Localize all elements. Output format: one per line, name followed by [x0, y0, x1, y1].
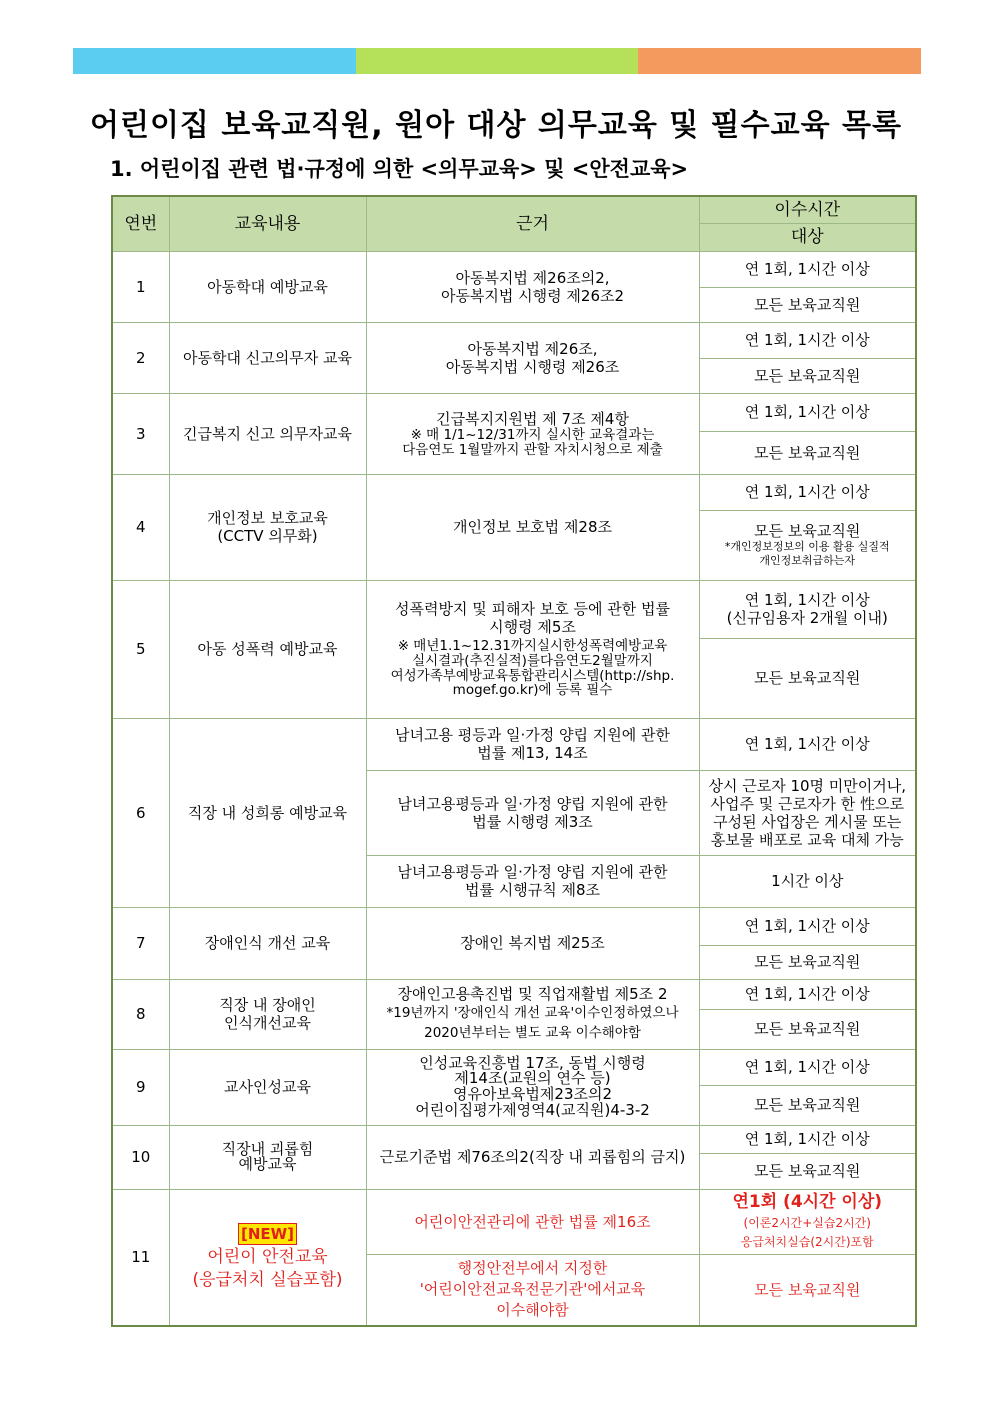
education-topic: 직장내 괴롭힘 예방교육: [169, 1125, 366, 1189]
table-row: [112, 1125, 916, 1153]
header-hours: 이수시간: [699, 196, 916, 223]
legal-basis: 긴급복지지원법 제 7조 제4항 ※ 매 1/1~12/31까지 실시한 교육결과는 다음연도 1월말까지 관할 자치시청으로 제출: [366, 393, 699, 474]
decorative-color-bar: [73, 48, 921, 74]
row-number: 10: [112, 1125, 169, 1189]
page-title: 어린이집 보육교직원, 원아 대상 의무교육 및 필수교육 목록: [89, 108, 903, 143]
row-number: 7: [112, 907, 169, 979]
table-row: [112, 580, 916, 638]
basis-note: *19년까지 '장애인식 개선 교육'이수인정하였으나 2020년부터는 별도 교육 이수해야함: [386, 1004, 679, 1041]
new-badge: [NEW]: [238, 1223, 297, 1245]
table-row: [112, 979, 916, 1009]
legal-basis: 행정안전부에서 지정한 '어린이안전교육전문기관'에서교육 이수해야함: [366, 1254, 699, 1326]
table-row: [112, 1189, 916, 1254]
legal-basis: 아동복지법 제26조의2, 아동복지법 시행령 제26조2: [366, 251, 699, 322]
required-hours: 연 1회, 1시간 이상 (신규임용자 2개월 이내): [699, 580, 916, 638]
table-row: [112, 474, 916, 510]
table-row: [112, 718, 916, 770]
education-topic: 교사인성교육: [169, 1049, 366, 1125]
required-hours: 연1회 (4시간 이상) (이론2시간+실습2시간) 응급처치실습(2시간)포함: [699, 1189, 916, 1254]
color-bar-blue: [73, 48, 356, 74]
required-hours: 연 1회, 1시간 이상: [699, 474, 916, 510]
target-audience: 모든 보육교직원: [699, 1153, 916, 1189]
table-row: [112, 322, 916, 358]
education-topic: 아동학대 예방교육: [169, 251, 366, 322]
section-heading: 1. 어린이집 관련 법·규정에 의한 <의무교육> 및 <안전교육>: [110, 157, 689, 181]
required-hours: 연 1회, 1시간 이상: [699, 251, 916, 287]
color-bar-green: [356, 48, 639, 74]
education-topic: 아동학대 신고의무자 교육: [169, 322, 366, 393]
education-topic: 장애인식 개선 교육: [169, 907, 366, 979]
basis-note: ※ 매 1/1~12/31까지 실시한 교육결과는 다음연도 1월말까지 관할 자치시청으로 제출: [402, 426, 663, 458]
education-topic: [NEW] 어린이 안전교육 (응급처치 실습포함): [169, 1189, 366, 1326]
required-hours: 연 1회, 1시간 이상: [699, 907, 916, 945]
required-hours: 연 1회, 1시간 이상: [699, 718, 916, 770]
target-audience: 모든 보육교직원: [699, 358, 916, 393]
row-number: 3: [112, 393, 169, 474]
education-topic: 개인정보 보호교육 (CCTV 의무화): [169, 474, 366, 580]
header-target: 대상: [699, 223, 916, 251]
row-number: 1: [112, 251, 169, 322]
target-audience: 모든 보육교직원: [699, 1009, 916, 1049]
legal-basis: 남녀고용평등과 일·가정 양립 지원에 관한 법률 시행령 제3조: [366, 770, 699, 855]
row-number: 4: [112, 474, 169, 580]
target-audience: 모든 보육교직원: [699, 287, 916, 322]
legal-basis: 장애인 복지법 제25조: [366, 907, 699, 979]
table-row: [112, 1049, 916, 1085]
legal-basis: 장애인고용촉진법 및 직업재활법 제5조 2 *19년까지 '장애인식 개선 교육'이수인정하였으나 2020년부터는 별도 교육 이수해야함: [366, 979, 699, 1049]
legal-basis: 남녀고용평등과 일·가정 양립 지원에 관한 법률 시행규칙 제8조: [366, 855, 699, 907]
education-table: [111, 195, 917, 1327]
legal-basis: 근로기준법 제76조의2(직장 내 괴롭힘의 금지): [366, 1125, 699, 1189]
row-number: 5: [112, 580, 169, 718]
required-hours-note: 상시 근로자 10명 미만이거나, 사업주 및 근로자가 한 性으로 구성된 사업장은 게시물 또는 홍보물 배포로 교육 대체 가능: [699, 770, 916, 855]
target-audience: 모든 보육교직원: [699, 638, 916, 718]
legal-basis: 어린이안전관리에 관한 법률 제16조: [366, 1189, 699, 1254]
education-topic: 직장 내 성희롱 예방교육: [169, 718, 366, 907]
legal-basis: 아동복지법 제26조, 아동복지법 시행령 제26조: [366, 322, 699, 393]
legal-basis: 남녀고용 평등과 일·가정 양립 지원에 관한 법률 제13, 14조: [366, 718, 699, 770]
color-bar-orange: [638, 48, 921, 74]
target-audience: 모든 보육교직원: [699, 431, 916, 474]
required-hours: 연 1회, 1시간 이상: [699, 1049, 916, 1085]
legal-basis: 인성교육진흥법 17조, 동법 시행령 제14조(교원의 연수 등) 영유아보육법제23조의2 어린이집평가제영역4(교직원)4-3-2: [366, 1049, 699, 1125]
row-number: 9: [112, 1049, 169, 1125]
target-note: *개인정보정보의 이용 활용 실질적 개인정보취급하는자: [724, 539, 890, 567]
header-num: 연번: [112, 196, 169, 251]
basis-note: ※ 매년1.1~12.31까지실시한성폭력예방교육 실시결과(추진실적)를다음연도2월말까지 여성가족부예방교육통합관리시스템(http://shp. mogef.go.kr)에 등록 필수: [390, 637, 675, 699]
table-row: [112, 251, 916, 287]
legal-basis: 개인정보 보호법 제28조: [366, 474, 699, 580]
row-number: 11: [112, 1189, 169, 1326]
legal-basis: 성폭력방지 및 피해자 보호 등에 관한 법률 시행령 제5조 ※ 매년1.1~12.31까지실시한성폭력예방교육 실시결과(추진실적)를다음연도2월말까지 여성가족부예방교육통합관리시스템(http://shp. mogef.go.kr)에 등록 필수: [366, 580, 699, 718]
required-hours: 연 1회, 1시간 이상: [699, 1125, 916, 1153]
required-hours: 연 1회, 1시간 이상: [699, 393, 916, 431]
target-audience: 모든 보육교직원: [699, 945, 916, 979]
required-hours: 1시간 이상: [699, 855, 916, 907]
target-audience: 모든 보육교직원 *개인정보정보의 이용 활용 실질적 개인정보취급하는자: [699, 510, 916, 580]
row-number: 8: [112, 979, 169, 1049]
row-number: 2: [112, 322, 169, 393]
row-number: 6: [112, 718, 169, 907]
required-hours: 연 1회, 1시간 이상: [699, 979, 916, 1009]
education-topic: 직장 내 장애인 인식개선교육: [169, 979, 366, 1049]
education-topic: 긴급복지 신고 의무자교육: [169, 393, 366, 474]
target-audience: 모든 보육교직원: [699, 1085, 916, 1125]
header-content: 교육내용: [169, 196, 366, 251]
target-audience: 모든 보육교직원: [699, 1254, 916, 1326]
header-basis: 근거: [366, 196, 699, 251]
table-row: [112, 907, 916, 945]
table-row: [112, 393, 916, 431]
education-topic: 아동 성폭력 예방교육: [169, 580, 366, 718]
required-hours: 연 1회, 1시간 이상: [699, 322, 916, 358]
